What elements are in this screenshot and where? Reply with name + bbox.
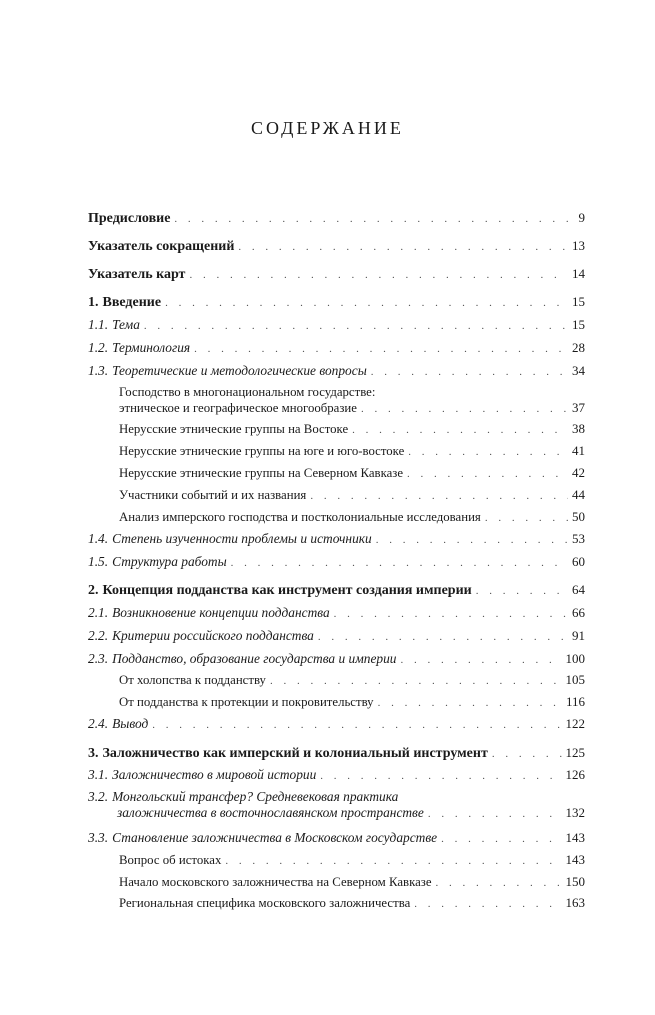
toc-entry[interactable] bbox=[88, 745, 585, 762]
toc-entry-page: 37 bbox=[572, 400, 585, 415]
toc-entry-page: 125 bbox=[565, 745, 585, 760]
toc-entry-number: 1.5. bbox=[88, 554, 109, 569]
toc-entry-page: 44 bbox=[572, 487, 585, 502]
dot-leader bbox=[371, 364, 568, 380]
toc-entry-title: Подданство, образование государства и империи bbox=[112, 651, 397, 666]
page-title: СОДЕРЖАНИЕ bbox=[251, 118, 404, 138]
dot-leader bbox=[378, 695, 562, 711]
toc-entry-title: Нерусские этнические группы на Северном Кавказе bbox=[119, 466, 404, 480]
toc-entry-title: Указатель карт bbox=[88, 267, 186, 282]
toc-entry-title: Теоретические и методологические вопросы bbox=[112, 363, 367, 378]
dot-leader bbox=[174, 211, 574, 227]
toc-entry-page: 126 bbox=[565, 767, 585, 782]
toc-entry-page: 60 bbox=[572, 554, 585, 569]
toc-entry-title: Заложничество как имперский и колониальный инструмент bbox=[102, 746, 488, 761]
toc-entry-number: 1.3. bbox=[88, 363, 109, 378]
toc-entry-title: заложничества в восточнославянском пространстве bbox=[117, 805, 424, 820]
toc-entry-number: 3.3. bbox=[88, 830, 109, 845]
toc-entry-number: 1.4. bbox=[88, 531, 109, 546]
toc-entry[interactable] bbox=[88, 266, 585, 283]
dot-leader bbox=[352, 422, 568, 438]
toc-entry-page: 15 bbox=[572, 294, 585, 309]
toc-entry-page: 9 bbox=[578, 210, 585, 225]
toc-entry-title: Нерусские этнические группы на Востоке bbox=[119, 422, 349, 436]
toc-entry-title: Нерусские этнические группы на юге и юго-востоке bbox=[119, 444, 405, 458]
toc-entry[interactable] bbox=[88, 363, 585, 380]
dot-leader bbox=[361, 401, 568, 417]
toc-entry-title: Участники событий и их названия bbox=[119, 488, 307, 502]
toc-entry[interactable] bbox=[119, 487, 585, 504]
dot-leader bbox=[194, 341, 568, 357]
toc-entry-title: Заложничество в мировой истории bbox=[112, 767, 317, 782]
toc-entry-page: 150 bbox=[565, 874, 585, 889]
toc-entry[interactable] bbox=[88, 789, 585, 822]
dot-leader bbox=[408, 444, 568, 460]
toc-entry[interactable] bbox=[88, 340, 585, 357]
dot-leader bbox=[144, 318, 568, 334]
dot-leader bbox=[492, 746, 562, 762]
toc-entry[interactable] bbox=[119, 852, 585, 869]
toc-entry-page: 34 bbox=[572, 363, 585, 378]
toc-entry-title: Вывод bbox=[112, 716, 149, 731]
dot-leader bbox=[165, 295, 568, 311]
dot-leader bbox=[238, 239, 568, 255]
toc-entry[interactable] bbox=[119, 384, 585, 417]
dot-leader bbox=[376, 532, 568, 548]
toc-entry-page: 105 bbox=[565, 672, 585, 687]
toc-entry[interactable] bbox=[119, 465, 585, 482]
toc-entry-number: 2.4. bbox=[88, 716, 109, 731]
toc-entry-page: 53 bbox=[572, 531, 585, 546]
toc-entry-title: От холопства к подданству bbox=[119, 673, 266, 687]
toc-entry-title: От подданства к протекции и покровительству bbox=[119, 695, 374, 709]
toc-entry[interactable] bbox=[119, 443, 585, 460]
toc-entry-title: Критерии российского подданства bbox=[112, 628, 314, 643]
toc-entry[interactable] bbox=[88, 210, 585, 227]
toc-entry-number: 3. bbox=[88, 746, 99, 761]
dot-leader bbox=[428, 806, 562, 822]
toc-entry[interactable] bbox=[88, 628, 585, 645]
toc-entry[interactable] bbox=[88, 294, 585, 311]
toc-entry-page: 64 bbox=[572, 582, 585, 597]
toc-entry-page: 91 bbox=[572, 628, 585, 643]
dot-leader bbox=[152, 717, 561, 733]
toc-entry-page: 42 bbox=[572, 465, 585, 480]
dot-leader bbox=[436, 875, 562, 891]
toc-entry-page: 15 bbox=[572, 317, 585, 332]
toc-entry-page: 14 bbox=[572, 266, 585, 281]
toc-entry[interactable] bbox=[119, 421, 585, 438]
dot-leader bbox=[476, 583, 568, 599]
toc-entry-number: 2.2. bbox=[88, 628, 109, 643]
toc-entry-title: Становление заложничества в Московском государстве bbox=[112, 830, 438, 845]
toc-entry-page: 163 bbox=[565, 895, 585, 910]
dot-leader bbox=[320, 768, 561, 784]
toc-entry[interactable] bbox=[88, 767, 585, 784]
toc-entry-page: 122 bbox=[565, 716, 585, 731]
toc-entry[interactable] bbox=[88, 238, 585, 255]
toc-entry-number: 2.3. bbox=[88, 651, 109, 666]
toc-entry-page: 116 bbox=[565, 694, 585, 709]
toc-entry-number: 2.1. bbox=[88, 605, 109, 620]
toc-entry-title: Степень изученности проблемы и источники bbox=[112, 531, 372, 546]
toc-entry-page: 41 bbox=[572, 443, 585, 458]
dot-leader bbox=[189, 267, 568, 283]
toc-entry-title: Предисловие bbox=[88, 211, 171, 226]
toc-entry-page: 100 bbox=[565, 651, 585, 666]
toc-entry-title: Возникновение концепции подданства bbox=[112, 605, 330, 620]
dot-leader bbox=[485, 510, 568, 526]
toc-entry-title: Региональная специфика московского заложничества bbox=[119, 896, 411, 910]
toc-entry-number: 1.1. bbox=[88, 317, 109, 332]
toc-entry-page: 66 bbox=[572, 605, 585, 620]
toc-entry[interactable] bbox=[88, 582, 585, 599]
toc-entry-number: 1.2. bbox=[88, 340, 109, 355]
toc-entry-page: 13 bbox=[572, 238, 585, 253]
toc-entry[interactable] bbox=[88, 531, 585, 548]
toc-entry-number: 3.1. bbox=[88, 767, 109, 782]
toc-entry-title: Указатель сокращений bbox=[88, 239, 235, 254]
toc-entry-page: 132 bbox=[565, 805, 585, 820]
toc-entry-title-line1: Монгольский трансфер? Средневековая практика bbox=[112, 789, 399, 804]
dot-leader bbox=[441, 831, 561, 847]
toc-entry-title-line1: Господство в многонациональном государстве: bbox=[119, 385, 376, 399]
toc-entry[interactable] bbox=[119, 895, 585, 912]
toc-entry[interactable] bbox=[119, 874, 585, 891]
toc-entry-title: Структура работы bbox=[112, 554, 227, 569]
dot-leader bbox=[225, 853, 561, 869]
toc-entry-page: 50 bbox=[572, 509, 585, 524]
dot-leader bbox=[318, 629, 568, 645]
dot-leader bbox=[310, 488, 568, 504]
toc-entry-title: Начало московского заложничества на Северном Кавказе bbox=[119, 875, 432, 889]
toc-entry-page: 38 bbox=[572, 421, 585, 436]
toc-entry[interactable] bbox=[119, 509, 585, 526]
toc-entry-title: Тема bbox=[112, 317, 140, 332]
toc-entry-number: 1. bbox=[88, 295, 99, 310]
toc-entry-page: 28 bbox=[572, 340, 585, 355]
toc-entry-title: Концепция подданства как инструмент создания империи bbox=[102, 583, 472, 598]
toc-entry[interactable] bbox=[88, 716, 585, 733]
toc-entry[interactable] bbox=[88, 554, 585, 571]
toc-entry[interactable] bbox=[88, 605, 585, 622]
toc-entry-title: Терминология bbox=[112, 340, 191, 355]
dot-leader bbox=[231, 555, 568, 571]
toc-entry-title: этническое и географическое многообразие bbox=[119, 401, 357, 415]
toc-entry-title: Вопрос об истоках bbox=[119, 853, 222, 867]
toc-entry[interactable] bbox=[88, 317, 585, 334]
dot-leader bbox=[270, 673, 562, 689]
toc-entry[interactable] bbox=[88, 830, 585, 847]
toc-entry-page: 143 bbox=[565, 830, 585, 845]
toc-entry-title: Введение bbox=[102, 295, 162, 310]
toc-entry[interactable] bbox=[119, 672, 585, 689]
dot-leader bbox=[407, 466, 568, 482]
toc-entry-page: 143 bbox=[565, 852, 585, 867]
dot-leader bbox=[334, 606, 568, 622]
dot-leader bbox=[414, 896, 561, 912]
toc-entry[interactable] bbox=[119, 694, 585, 711]
toc-entry-title: Анализ имперского господства и постколониальные исследования bbox=[119, 510, 481, 524]
toc-entry-number: 2. bbox=[88, 583, 99, 598]
dot-leader bbox=[400, 652, 561, 668]
toc-entry[interactable] bbox=[88, 651, 585, 668]
toc-entry-number: 3.2. bbox=[88, 789, 109, 804]
